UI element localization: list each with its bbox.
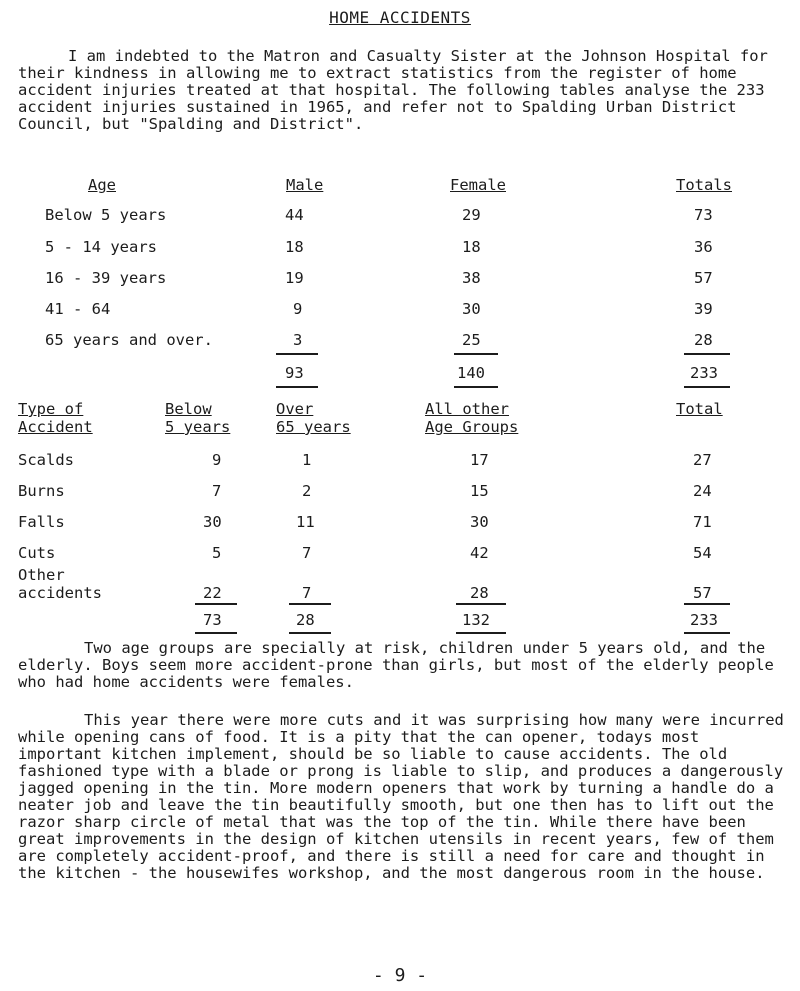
grand-total: 233 bbox=[690, 364, 718, 382]
female-count: 18 bbox=[462, 238, 481, 256]
total-count: 71 bbox=[693, 513, 712, 531]
total-header: Total bbox=[676, 400, 723, 418]
other-ages-total: 132 bbox=[462, 611, 490, 629]
over-65-count: 2 bbox=[302, 482, 312, 500]
total-count: 27 bbox=[693, 451, 712, 469]
total-count: 57 bbox=[694, 269, 713, 287]
male-count: 19 bbox=[285, 269, 304, 287]
other-ages-header: All other bbox=[425, 400, 509, 418]
female-count: 29 bbox=[462, 206, 481, 224]
total-rule bbox=[195, 603, 237, 605]
accident-type-label: Cuts bbox=[18, 544, 56, 562]
over-65-header: Over bbox=[276, 400, 314, 418]
age-group-label: 5 - 14 years bbox=[45, 238, 157, 256]
total-rule bbox=[456, 632, 506, 634]
below-5-count: 22 bbox=[203, 584, 222, 602]
over-65-count: 7 bbox=[302, 584, 312, 602]
male-total: 93 bbox=[285, 364, 304, 382]
total-count: 36 bbox=[694, 238, 713, 256]
female-count: 38 bbox=[462, 269, 481, 287]
male-count: 18 bbox=[285, 238, 304, 256]
total-rule bbox=[289, 632, 331, 634]
below-5-count: 7 bbox=[212, 482, 222, 500]
total-rule bbox=[289, 603, 331, 605]
male-header: Male bbox=[286, 176, 324, 194]
total-rule bbox=[684, 603, 730, 605]
over-65-count: 11 bbox=[296, 513, 315, 531]
male-count: 3 bbox=[293, 331, 303, 349]
total-count: 28 bbox=[694, 331, 713, 349]
page-title: HOME ACCIDENTS bbox=[329, 8, 471, 27]
age-groups-paragraph: Two age groups are specially at risk, children under 5 years old, and the elderly. Boys seem more accident-prone than girls, but most of the elderly people who had home accidents were females. bbox=[18, 639, 774, 691]
total-rule bbox=[195, 632, 237, 634]
male-count: 44 bbox=[285, 206, 304, 224]
other-ages-count: 17 bbox=[470, 451, 489, 469]
intro-paragraph: I am indebted to the Matron and Casualty Sister at the Johnson Hospital for their kindness in allowing me to extract statistics from the register of home accident injuries treated at that hospital. The following tables analyse the 233 accident injuries sustained in 1965, and refer not to Spalding Urban District Council, but "Spalding and District". bbox=[18, 47, 768, 133]
accident-type-label: Other accidents bbox=[18, 566, 102, 602]
female-header: Female bbox=[450, 176, 506, 194]
total-rule bbox=[276, 353, 318, 355]
age-group-label: Below 5 years bbox=[45, 206, 167, 224]
type-header: Accident bbox=[18, 418, 93, 436]
total-rule bbox=[456, 603, 506, 605]
age-group-label: 16 - 39 years bbox=[45, 269, 167, 287]
female-count: 25 bbox=[462, 331, 481, 349]
total-rule bbox=[454, 386, 498, 388]
below-5-count: 9 bbox=[212, 451, 222, 469]
total-rule bbox=[684, 386, 730, 388]
total-count: 73 bbox=[694, 206, 713, 224]
accident-type-label: Burns bbox=[18, 482, 65, 500]
grand-total: 233 bbox=[690, 611, 718, 629]
total-rule bbox=[684, 632, 730, 634]
other-ages-count: 30 bbox=[470, 513, 489, 531]
total-count: 39 bbox=[694, 300, 713, 318]
total-rule bbox=[276, 386, 318, 388]
over-65-count: 7 bbox=[302, 544, 312, 562]
accident-type-label: Scalds bbox=[18, 451, 74, 469]
below-5-count: 30 bbox=[203, 513, 222, 531]
total-rule bbox=[454, 353, 498, 355]
kitchen-paragraph: This year there were more cuts and it was surprising how many were incurred while opening cans of food. It is a pity that the can opener, todays most important kitchen implement, should be so liable to cause accidents. The old fashioned type with a blade or prong is liable to slip, and produces a dangerously jagged opening in the tin. More modern openers that work by turning a handle do a neater job and leave the tin beautifully smooth, but one then has to lift out the razor sharp circle of metal that was the top of the tin. While there have been great improvements in the design of kitchen utensils in recent years, few of them are completely accident-proof, and there is still a need for care and thought in the kitchen - the housewifes workshop, and the most dangerous room in the house. bbox=[18, 711, 784, 882]
female-count: 30 bbox=[462, 300, 481, 318]
other-ages-count: 15 bbox=[470, 482, 489, 500]
over-65-total: 28 bbox=[296, 611, 315, 629]
other-ages-count: 28 bbox=[470, 584, 489, 602]
total-count: 54 bbox=[693, 544, 712, 562]
total-count: 57 bbox=[693, 584, 712, 602]
age-group-label: 65 years and over. bbox=[45, 331, 213, 349]
below-5-header: 5 years bbox=[165, 418, 231, 436]
page-number: - 9 - bbox=[372, 965, 428, 986]
age-group-label: 41 - 64 bbox=[45, 300, 111, 318]
below-5-count: 5 bbox=[212, 544, 222, 562]
other-ages-count: 42 bbox=[470, 544, 489, 562]
total-count: 24 bbox=[693, 482, 712, 500]
other-ages-header: Age Groups bbox=[425, 418, 519, 436]
over-65-count: 1 bbox=[302, 451, 312, 469]
below-5-header: Below bbox=[165, 400, 212, 418]
male-count: 9 bbox=[293, 300, 303, 318]
accident-type-label: Falls bbox=[18, 513, 65, 531]
below-5-total: 73 bbox=[203, 611, 222, 629]
age-header: Age bbox=[88, 176, 116, 194]
totals-header: Totals bbox=[676, 176, 732, 194]
female-total: 140 bbox=[457, 364, 485, 382]
type-header: Type of bbox=[18, 400, 84, 418]
over-65-header: 65 years bbox=[276, 418, 351, 436]
total-rule bbox=[684, 353, 730, 355]
